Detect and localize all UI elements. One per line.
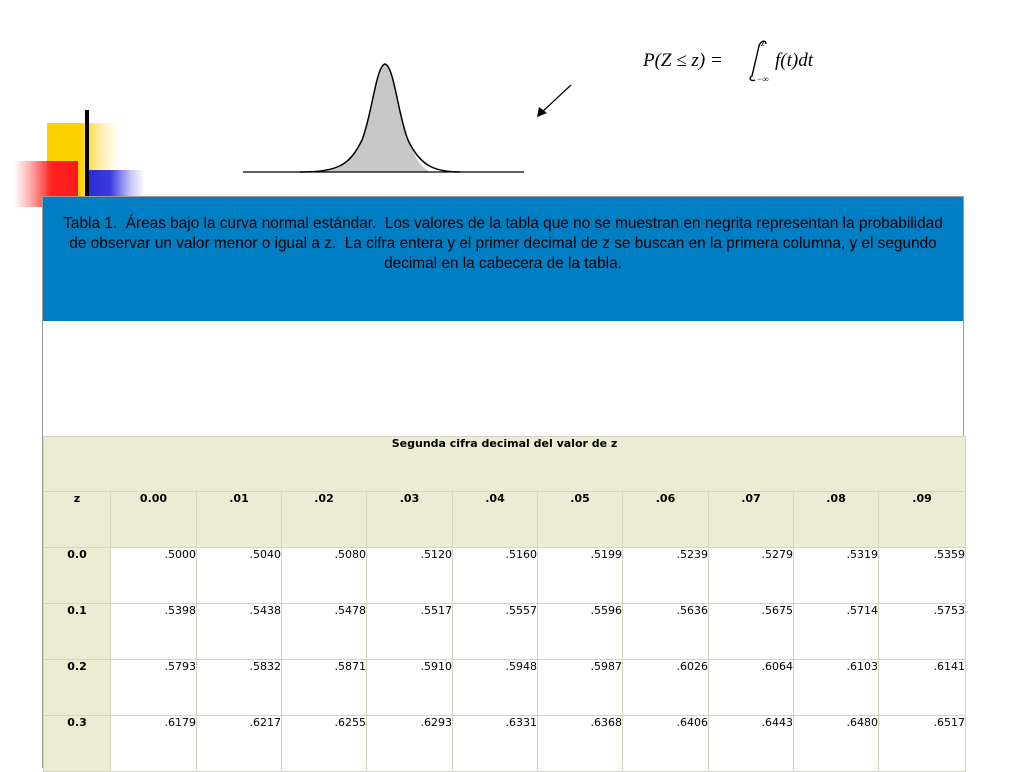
probability-cell: .5319 (794, 548, 879, 604)
table-row (44, 660, 966, 716)
column-header: .05 (538, 492, 623, 548)
probability-cell: .6217 (197, 716, 282, 772)
probability-cell: .6179 (111, 716, 197, 772)
probability-cell: .5793 (111, 660, 197, 716)
probability-cell: .5120 (367, 548, 453, 604)
table-subheader: Segunda cifra decimal del valor de z (44, 437, 966, 492)
formula-lower-limit: −∞ (757, 74, 769, 84)
probability-cell: .5910 (367, 660, 453, 716)
z-table-frame (42, 196, 964, 768)
formula-upper-limit: z (761, 38, 765, 49)
probability-cell: .5948 (453, 660, 538, 716)
row-z-label: 0.2 (44, 660, 111, 716)
probability-cell: .6331 (453, 716, 538, 772)
table-row (44, 604, 966, 660)
column-header: .01 (197, 492, 282, 548)
probability-cell: .6141 (879, 660, 966, 716)
z-table (43, 436, 966, 772)
formula-integrand: f(t)dt (775, 50, 813, 71)
probability-cell: .5675 (709, 604, 794, 660)
table-row (44, 716, 966, 772)
curve-shaded-area (310, 64, 430, 172)
probability-cell: .5596 (538, 604, 623, 660)
probability-cell: .6064 (709, 660, 794, 716)
probability-cell: .5753 (879, 604, 966, 660)
column-header: .07 (709, 492, 794, 548)
probability-cell: .6026 (623, 660, 709, 716)
column-header: .09 (879, 492, 966, 548)
row-z-label: 0.1 (44, 604, 111, 660)
probability-cell: .6406 (623, 716, 709, 772)
column-header: .04 (453, 492, 538, 548)
column-header: .08 (794, 492, 879, 548)
column-header: .03 (367, 492, 453, 548)
column-header: 0.00 (111, 492, 197, 548)
probability-cell: .5557 (453, 604, 538, 660)
vertical-bar-decoration (85, 110, 89, 198)
probability-cell: .6480 (794, 716, 879, 772)
probability-cell: .5359 (879, 548, 966, 604)
probability-cell: .5398 (111, 604, 197, 660)
probability-cell: .5160 (453, 548, 538, 604)
probability-cell: .5279 (709, 548, 794, 604)
probability-cell: .5040 (197, 548, 282, 604)
row-z-label: 0.3 (44, 716, 111, 772)
probability-cell: .5478 (282, 604, 367, 660)
probability-cell: .5714 (794, 604, 879, 660)
probability-cell: .5239 (623, 548, 709, 604)
probability-cell: .5636 (623, 604, 709, 660)
table-spacer (43, 321, 963, 436)
probability-cell: .6517 (879, 716, 966, 772)
probability-cell: .6255 (282, 716, 367, 772)
row-z-label: 0.0 (44, 548, 111, 604)
probability-cell: .6103 (794, 660, 879, 716)
probability-cell: .6443 (709, 716, 794, 772)
formula-lhs: P(Z ≤ z) = (643, 50, 723, 71)
table-row (44, 548, 966, 604)
probability-cell: .6368 (538, 716, 623, 772)
normal-curve-illustration (240, 60, 530, 180)
column-header-row (44, 492, 966, 548)
probability-cell: .6293 (367, 716, 453, 772)
table-caption: Tabla 1. Áreas bajo la curva normal estándar. Los valores de la tabla que no se muestran en negrita representan la probabilidad de observar un valor menor o igual a z. La cifra entera y el primer decimal de z se buscan en la primera columna, y el segundo decimal en la cabecera de la tabla. (43, 197, 963, 321)
column-header: .06 (623, 492, 709, 548)
z-column-header: z (44, 492, 111, 548)
column-header: .02 (282, 492, 367, 548)
probability-cell: .5987 (538, 660, 623, 716)
probability-cell: .5199 (538, 548, 623, 604)
probability-cell: .5438 (197, 604, 282, 660)
probability-cell: .5832 (197, 660, 282, 716)
probability-cell: .5000 (111, 548, 197, 604)
probability-cell: .5871 (282, 660, 367, 716)
pointer-arrow-icon (533, 83, 575, 119)
probability-cell: .5517 (367, 604, 453, 660)
probability-cell: .5080 (282, 548, 367, 604)
cumulative-probability-formula (643, 38, 843, 88)
